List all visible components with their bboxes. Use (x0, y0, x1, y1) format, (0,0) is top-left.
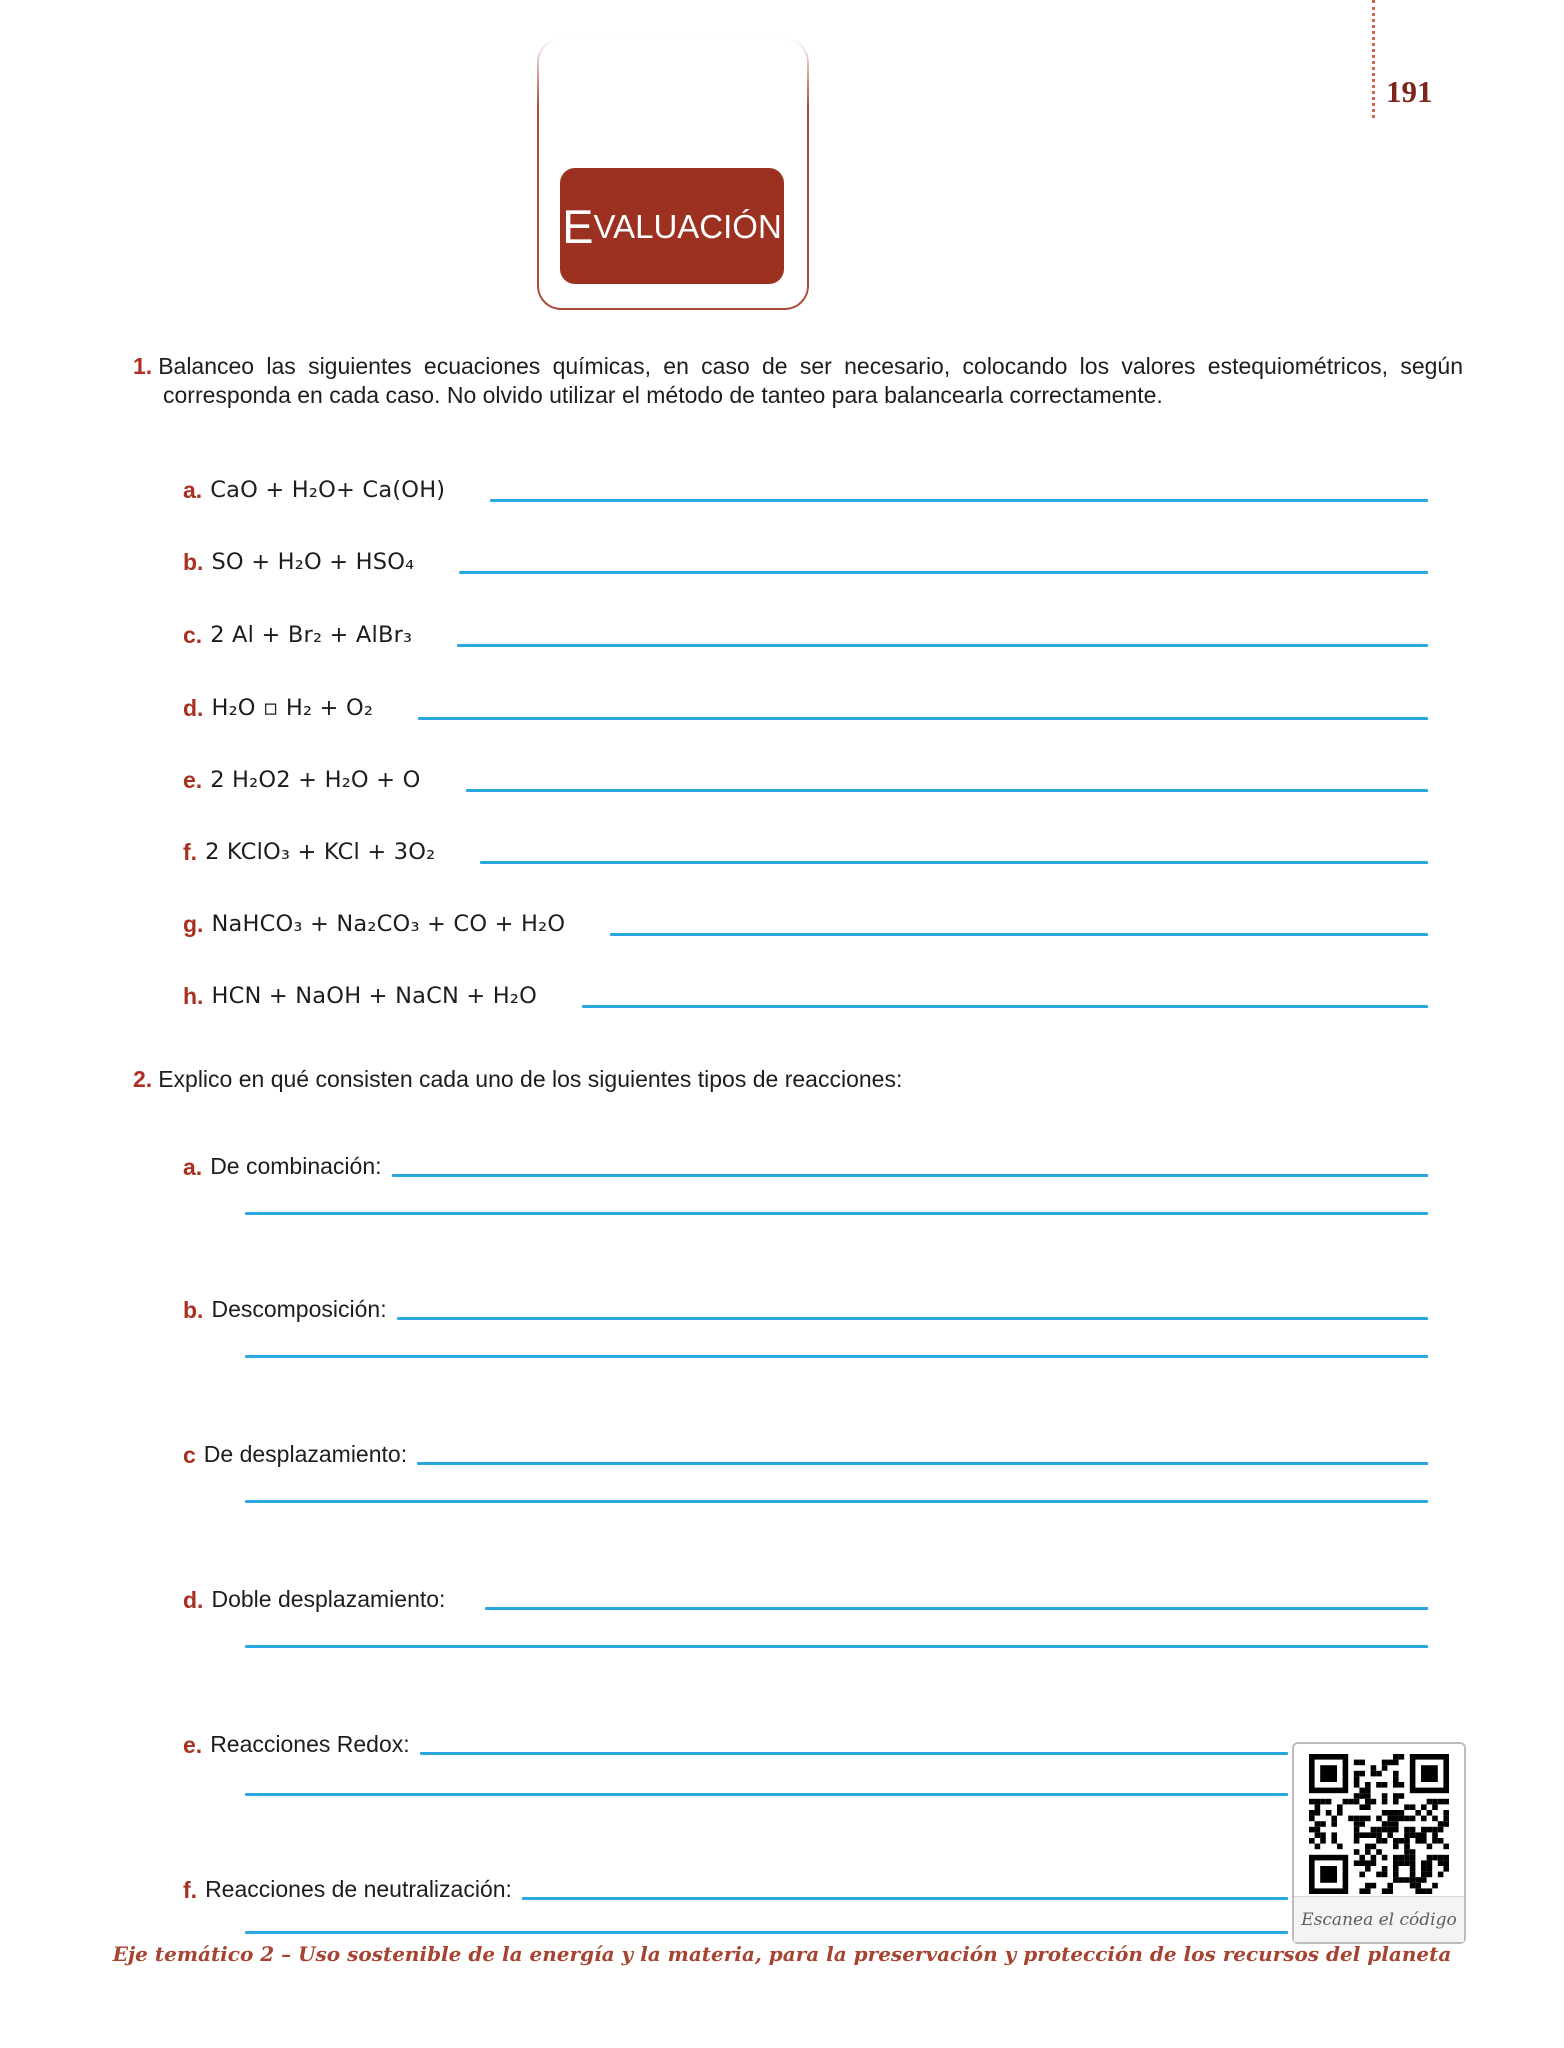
equation-row-e (183, 763, 1428, 795)
item-label: f. (183, 839, 198, 865)
reaction-type-label: De desplazamiento: (203, 1441, 408, 1467)
answer-line[interactable] (245, 1212, 1428, 1215)
answer-line[interactable] (245, 1931, 1288, 1934)
reaction-row-f (183, 1871, 1288, 1905)
reaction-row-b (183, 1291, 1428, 1325)
reaction-type-label: De combinación: (210, 1153, 382, 1179)
answer-line[interactable] (245, 1355, 1428, 1358)
item-label: b. (183, 1297, 204, 1323)
equation-row-g (183, 907, 1428, 939)
question-2 (133, 1066, 1463, 1093)
answer-line[interactable] (420, 1752, 1288, 1755)
page-title: VALUACIÓN (593, 207, 782, 245)
equation-row-b (183, 545, 1428, 577)
equation-row-d (183, 691, 1428, 723)
question-1-number: 1. (133, 353, 153, 379)
item-label: c (183, 1442, 196, 1468)
equation-text: H₂O ▫ H₂ + O₂ (211, 695, 374, 721)
item-label: e. (183, 1732, 203, 1758)
answer-line[interactable] (417, 1462, 1428, 1465)
equation-text: 2 KClO₃ + KCl + 3O₂ (205, 839, 436, 865)
answer-line[interactable] (610, 933, 1428, 936)
equation-row-f (183, 835, 1428, 867)
answer-line[interactable] (457, 644, 1428, 647)
equation-row-a (183, 473, 1428, 505)
reaction-type-label: Doble desplazamiento: (211, 1586, 446, 1612)
answer-line[interactable] (522, 1897, 1288, 1900)
answer-line[interactable] (392, 1174, 1429, 1177)
item-label: e. (183, 767, 203, 793)
item-label: f. (183, 1877, 198, 1903)
answer-line[interactable] (245, 1500, 1428, 1503)
reaction-type-label: Descomposición: (211, 1296, 387, 1322)
item-label: a. (183, 477, 203, 503)
question-2-text: Explico en qué consisten cada uno de los siguientes tipos de reacciones: (158, 1066, 903, 1092)
answer-line[interactable] (397, 1317, 1428, 1320)
equation-text: NaHCO₃ + Na₂CO₃ + CO + H₂O (211, 911, 566, 937)
reaction-row-c (183, 1436, 1428, 1470)
footer-theme-text: Eje temático 2 – Uso sostenible de la energía y la materia, para la preservación y protección de los recursos del planeta (112, 1942, 1452, 1966)
page-title-initial: E (562, 199, 594, 253)
question-1-text: Balanceo las siguientes ecuaciones químicas, en caso de ser necesario, colocando los valores estequiométricos, según corresponda en cada caso. No olvido utilizar el método de tanteo para balancearla correctamente. (158, 353, 1463, 408)
dotted-margin-rule (1372, 0, 1375, 118)
reaction-row-e (183, 1726, 1288, 1760)
answer-line[interactable] (480, 861, 1428, 864)
qr-caption: Escanea el código (1294, 1896, 1464, 1942)
answer-line[interactable] (485, 1607, 1428, 1610)
item-label: c. (183, 622, 203, 648)
equation-row-h (183, 979, 1428, 1011)
answer-line[interactable] (418, 717, 1428, 720)
item-label: h. (183, 983, 204, 1009)
question-2-number: 2. (133, 1066, 153, 1092)
page-number: 191 (1386, 74, 1433, 109)
answer-line[interactable] (245, 1793, 1288, 1796)
equation-text: SO + H₂O + HSO₄ (211, 549, 415, 575)
equation-row-c (183, 618, 1428, 650)
reaction-row-a (183, 1148, 1428, 1182)
qr-code (1309, 1754, 1449, 1894)
equation-text: HCN + NaOH + NaCN + H₂O (211, 983, 538, 1009)
reaction-type-label: Reacciones de neutralización: (205, 1876, 512, 1902)
item-label: d. (183, 1587, 204, 1613)
answer-line[interactable] (459, 571, 1428, 574)
answer-line[interactable] (466, 789, 1429, 792)
reaction-type-label: Reacciones Redox: (210, 1731, 410, 1757)
evaluation-title-box (560, 168, 784, 284)
equation-text: 2 H₂O2 + H₂O + O (210, 767, 421, 793)
equation-text: CaO + H₂O+ Ca(OH) (210, 477, 446, 503)
qr-code-box (1292, 1742, 1466, 1944)
item-label: b. (183, 549, 204, 575)
reaction-row-d (183, 1581, 1428, 1615)
item-label: g. (183, 911, 204, 937)
item-label: d. (183, 695, 204, 721)
answer-line[interactable] (245, 1645, 1428, 1648)
equation-text: 2 Al + Br₂ + AlBr₃ (210, 622, 413, 648)
answer-line[interactable] (490, 499, 1428, 502)
answer-line[interactable] (582, 1005, 1428, 1008)
item-label: a. (183, 1154, 203, 1180)
question-1 (133, 352, 1463, 410)
